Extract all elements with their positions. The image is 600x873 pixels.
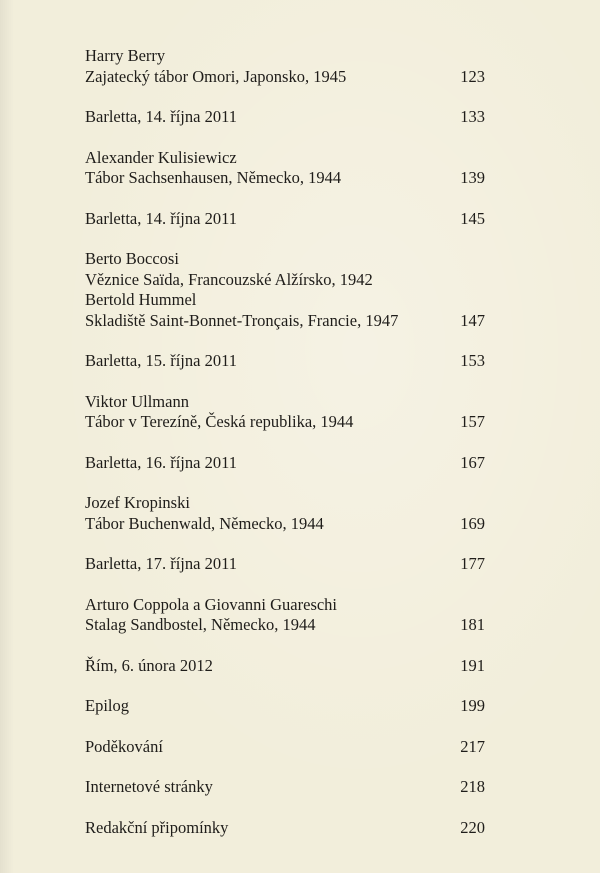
toc-page-number: 123 — [460, 66, 485, 86]
toc-entry-line: Berto Boccosi — [85, 249, 179, 268]
toc-entry-line: Zajatecký tábor Omori, Japonsko, 1945 — [85, 66, 347, 86]
toc-page-number: 153 — [460, 351, 485, 370]
toc-entry — [85, 209, 485, 230]
toc-entry — [85, 696, 485, 717]
toc-page-number: 220 — [460, 817, 485, 837]
toc-page-number: 133 — [460, 107, 485, 126]
toc-entry-line: Internetové stránky — [85, 777, 213, 796]
toc-entry-line: Řím, 6. února 2012 — [85, 655, 213, 675]
toc-entry-line: Barletta, 14. října 2011 — [85, 208, 237, 228]
toc-entry-line: Harry Berry — [85, 46, 166, 65]
toc-entry-line: Bertold Hummel — [85, 290, 197, 309]
toc-entry — [85, 46, 485, 87]
toc-page-number: 147 — [460, 310, 485, 330]
toc-page-number: 217 — [460, 736, 485, 756]
toc-page-number: 191 — [460, 655, 485, 675]
toc-entry-line: Jozef Kropinski — [85, 493, 190, 512]
toc-entry — [85, 392, 485, 433]
toc-page-number: 218 — [460, 777, 485, 796]
toc-page-number: 181 — [460, 615, 485, 634]
page-edge-shadow — [0, 0, 14, 873]
toc-entry-line: Barletta, 17. října 2011 — [85, 554, 237, 573]
table-of-contents — [85, 46, 485, 838]
toc-entry — [85, 554, 485, 575]
toc-page-number: 157 — [460, 412, 485, 431]
toc-entry-line: Věznice Saïda, Francouzské Alžírsko, 1942 — [85, 269, 373, 289]
toc-page-number: 169 — [460, 513, 485, 533]
toc-entry-line: Redakční připomínky — [85, 817, 229, 837]
toc-entry-line: Barletta, 15. října 2011 — [85, 351, 237, 370]
toc-entry — [85, 107, 485, 128]
toc-entry-line: Viktor Ullmann — [85, 391, 189, 411]
toc-entry-line: Stalag Sandbostel, Německo, 1944 — [85, 615, 316, 634]
toc-entry-line: Tábor v Terezíně, Česká republika, 1944 — [85, 412, 354, 431]
toc-entry — [85, 148, 485, 189]
toc-entry — [85, 777, 485, 798]
toc-entry — [85, 351, 485, 372]
toc-entry-line: Tábor Sachsenhausen, Německo, 1944 — [85, 168, 342, 187]
toc-entry — [85, 656, 485, 677]
toc-entry-line: Poděkování — [85, 736, 163, 756]
toc-entry — [85, 818, 485, 839]
toc-entry-line: Alexander Kulisiewicz — [85, 147, 237, 167]
toc-page-number: 177 — [460, 554, 485, 573]
toc-page-number: 167 — [460, 452, 485, 472]
toc-entry — [85, 249, 485, 331]
toc-entry — [85, 453, 485, 474]
toc-entry-line: Tábor Buchenwald, Německo, 1944 — [85, 513, 324, 533]
toc-entry — [85, 595, 485, 636]
toc-page-number: 145 — [460, 208, 485, 228]
toc-entry — [85, 493, 485, 534]
toc-entry-line: Arturo Coppola a Giovanni Guareschi — [85, 594, 338, 614]
toc-entry — [85, 737, 485, 758]
toc-entry-line: Barletta, 16. října 2011 — [85, 452, 237, 472]
toc-entry-line: Epilog — [85, 696, 129, 715]
toc-entry-line: Skladiště Saint-Bonnet-Tronçais, Francie, 1947 — [85, 310, 399, 330]
toc-entry-line: Barletta, 14. října 2011 — [85, 107, 237, 126]
toc-page-number: 139 — [460, 168, 485, 187]
toc-page-number: 199 — [460, 696, 485, 715]
